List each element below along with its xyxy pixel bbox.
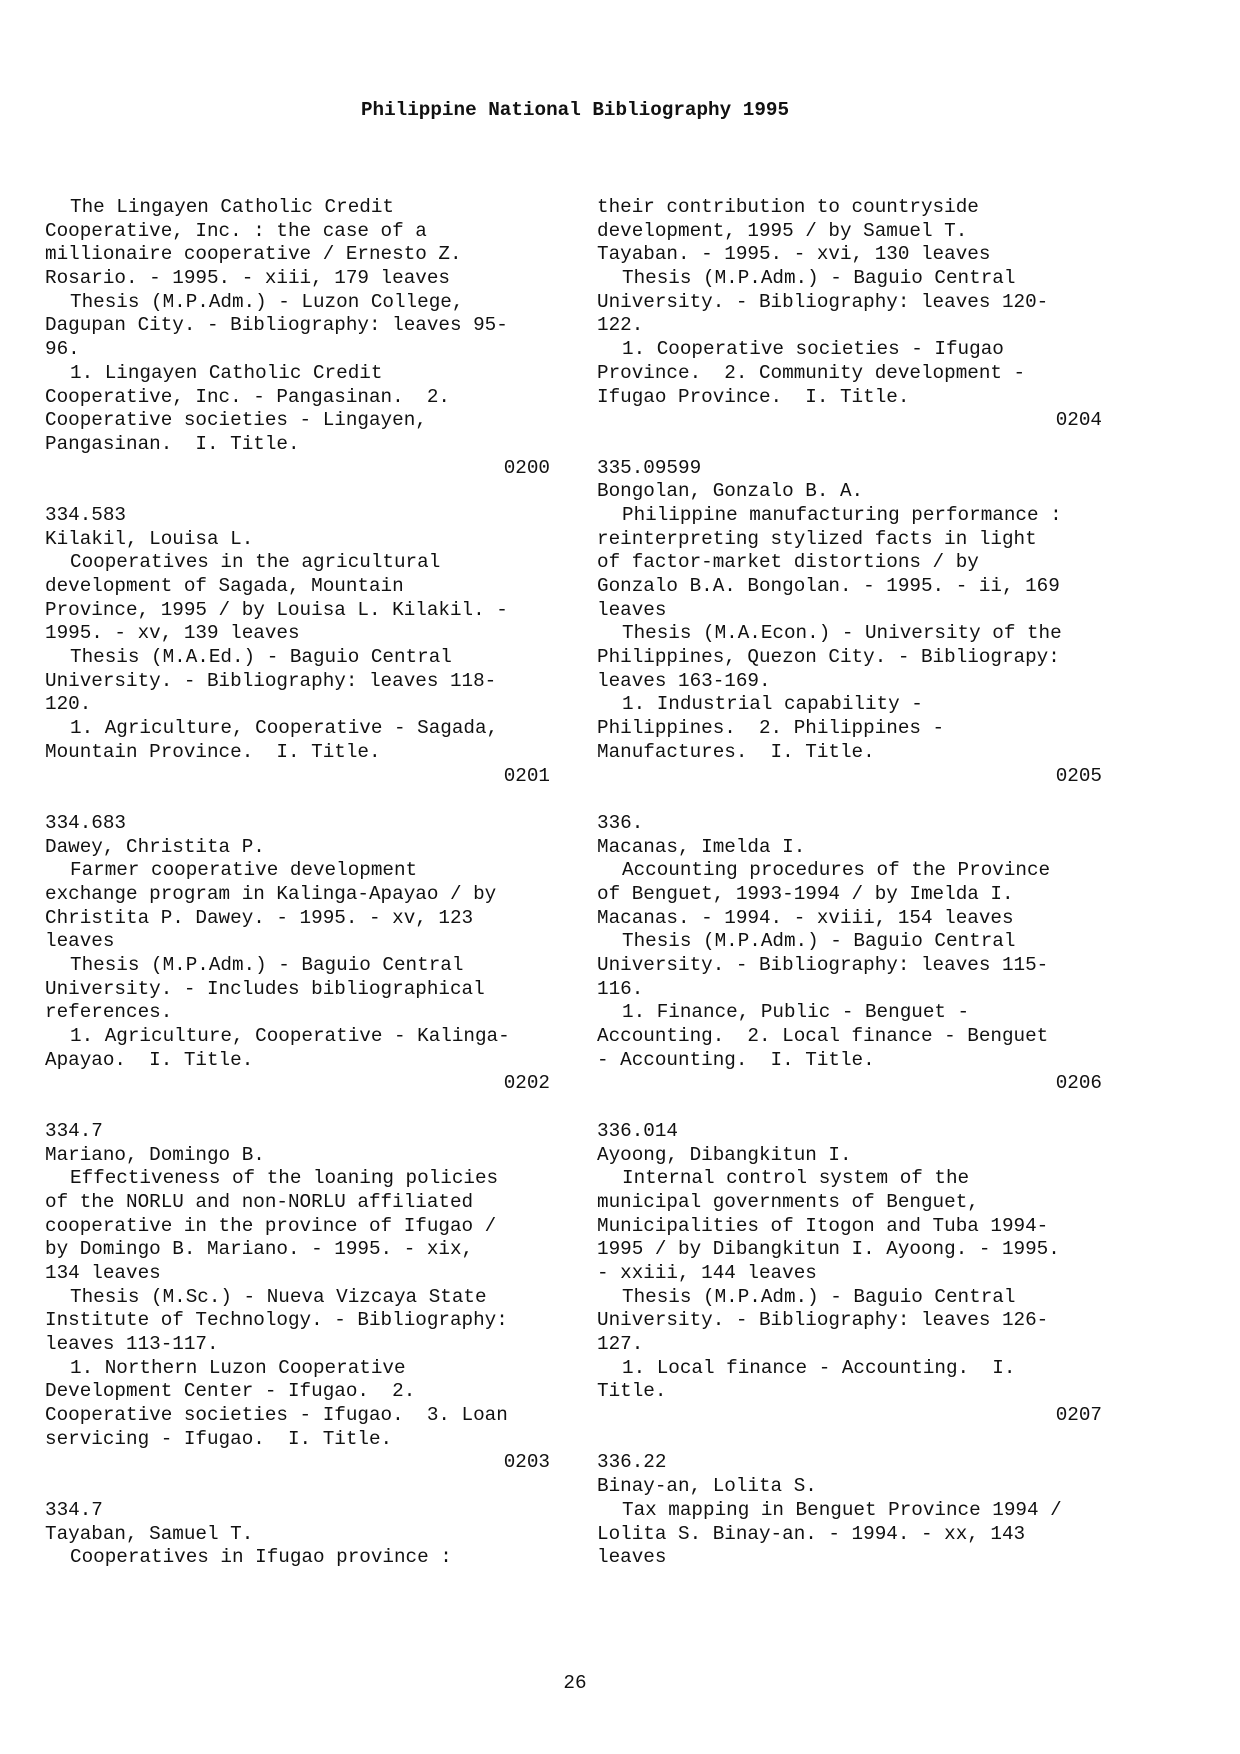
entry-line: Thesis (M.P.Adm.) - Baguio Central bbox=[70, 954, 464, 976]
bibliography-entry bbox=[597, 1451, 1102, 1569]
entry-line: Christita P. Dawey. - 1995. - xv, 123 bbox=[45, 906, 474, 929]
entry-line: 122. bbox=[597, 314, 644, 337]
entry-line: Cooperatives in the agricultural bbox=[70, 551, 441, 574]
entry-line: 336.22 bbox=[597, 1451, 667, 1474]
entry-line: Macanas, Imelda I. bbox=[597, 835, 806, 858]
entry-line: Pangasinan. I. Title. bbox=[45, 432, 300, 455]
entry-line: Institute of Technology. - Bibliography: bbox=[45, 1309, 508, 1332]
entry-line: Internal control system of the bbox=[622, 1167, 970, 1190]
entry-line: millionaire cooperative / Ernesto Z. bbox=[45, 243, 462, 266]
entry-line: reinterpreting stylized facts in light bbox=[597, 527, 1037, 550]
entry-line: Effectiveness of the loaning policies bbox=[70, 1167, 499, 1190]
entry-line: 1. Lingayen Catholic Credit bbox=[70, 361, 383, 384]
entry-line: University. - Includes bibliographical bbox=[45, 977, 485, 1000]
bibliography-entry bbox=[45, 812, 550, 1096]
entry-line: 334.7 bbox=[45, 1119, 103, 1142]
entry-line: Development Center - Ifugao. 2. bbox=[45, 1380, 416, 1403]
entry-line: 336.014 bbox=[597, 1119, 678, 1142]
entry-spacer bbox=[45, 1096, 550, 1120]
bibliography-entry bbox=[45, 1499, 550, 1570]
entry-line: Cooperatives in Ifugao province : bbox=[70, 1546, 452, 1569]
entry-line: leaves 163-169. bbox=[597, 669, 771, 692]
entry-line: leaves bbox=[597, 1546, 667, 1569]
entry-line: 334.683 bbox=[45, 811, 126, 834]
entry-line: Binay-an, Lolita S. bbox=[597, 1475, 817, 1498]
entry-line: Apayao. I. Title. bbox=[45, 1048, 254, 1071]
entry-line: Thesis (M.A.Ed.) - Baguio Central bbox=[70, 646, 452, 669]
entry-line: 1. Agriculture, Cooperative - Kalinga- bbox=[70, 1025, 510, 1048]
entry-line: Thesis (M.P.Adm.) - Baguio Central bbox=[622, 930, 1016, 953]
entry-spacer bbox=[45, 480, 550, 504]
entry-line: 1. Local finance - Accounting. I. bbox=[622, 1356, 1016, 1379]
bibliography-column-right bbox=[597, 196, 1102, 1570]
entry-line: exchange program in Kalinga-Apayao / by bbox=[45, 882, 497, 905]
entry-line: Accounting. 2. Local finance - Benguet bbox=[597, 1025, 1049, 1048]
entry-line: Cooperative societies - Lingayen, bbox=[45, 409, 427, 432]
entry-line: 134 leaves bbox=[45, 1261, 161, 1284]
entry-line: Title. bbox=[597, 1380, 667, 1403]
entry-line: Philippine manufacturing performance : bbox=[622, 503, 1062, 526]
entry-line: 127. bbox=[597, 1333, 644, 1355]
entry-line: of Benguet, 1993-1994 / by Imelda I. bbox=[597, 882, 1014, 905]
entry-line: 336. bbox=[597, 811, 644, 834]
bibliography-entry bbox=[45, 504, 550, 788]
entry-line: Ayoong, Dibangkitun I. bbox=[597, 1143, 852, 1166]
entry-line: Tax mapping in Benguet Province 1994 / bbox=[622, 1498, 1062, 1521]
entry-number: 0204 bbox=[1055, 409, 1102, 432]
entry-spacer bbox=[45, 788, 550, 812]
entry-line: Cooperative societies - Ifugao. 3. Loan bbox=[45, 1404, 508, 1427]
entry-line: University. - Bibliography: leaves 115- bbox=[597, 954, 1049, 976]
entry-number: 0201 bbox=[503, 764, 550, 787]
entry-line: - Accounting. I. Title. bbox=[597, 1048, 875, 1071]
page-title: Philippine National Bibliography 1995 bbox=[360, 99, 790, 121]
entry-line: Mountain Province. I. Title. bbox=[45, 740, 381, 763]
entry-line: Cooperative, Inc. - Pangasinan. 2. bbox=[45, 385, 450, 408]
entry-line: Farmer cooperative development bbox=[70, 859, 418, 882]
entry-line: Municipalities of Itogon and Tuba 1994- bbox=[597, 1214, 1049, 1237]
entry-spacer bbox=[597, 433, 1102, 457]
entry-line: Dawey, Christita P. bbox=[45, 835, 265, 858]
entry-line: Gonzalo B.A. Bongolan. - 1995. - ii, 169 bbox=[597, 575, 1060, 597]
entry-line: 335.09599 bbox=[597, 456, 702, 479]
entry-line: Cooperative, Inc. : the case of a bbox=[45, 219, 427, 242]
entry-line: municipal governments of Benguet, bbox=[597, 1190, 979, 1213]
entry-line: development, 1995 / by Samuel T. bbox=[597, 219, 968, 242]
entry-number: 0205 bbox=[1055, 764, 1102, 787]
entry-line: 1. Agriculture, Cooperative - Sagada, bbox=[70, 717, 499, 740]
entry-line: Tayaban, Samuel T. bbox=[45, 1522, 254, 1545]
entry-line: Macanas. - 1994. - xviii, 154 leaves bbox=[597, 906, 1014, 929]
entry-number: 0202 bbox=[503, 1072, 550, 1095]
entry-line: 120. bbox=[45, 693, 92, 716]
entry-spacer bbox=[597, 1096, 1102, 1120]
entry-line: development of Sagada, Mountain bbox=[45, 575, 404, 597]
entry-line: University. - Bibliography: leaves 120- bbox=[597, 290, 1049, 313]
entry-line: Province, 1995 / by Louisa L. Kilakil. - bbox=[45, 598, 508, 621]
entry-line: Manufactures. I. Title. bbox=[597, 740, 875, 763]
entry-line: servicing - Ifugao. I. Title. bbox=[45, 1427, 393, 1450]
entry-line: leaves 113-117. bbox=[45, 1333, 219, 1355]
entry-number: 0206 bbox=[1055, 1072, 1102, 1095]
entry-line: references. bbox=[45, 1001, 173, 1024]
entry-line: Thesis (M.P.Adm.) - Baguio Central bbox=[622, 1285, 1016, 1308]
entry-line: of factor-market distortions / by bbox=[597, 551, 979, 574]
entry-line: Dagupan City. - Bibliography: leaves 95- bbox=[45, 314, 508, 337]
entry-line: 1. Cooperative societies - Ifugao bbox=[622, 338, 1004, 361]
entry-line: The Lingayen Catholic Credit bbox=[70, 196, 394, 218]
page-number: 26 bbox=[563, 1672, 587, 1694]
entry-line: University. - Bibliography: leaves 118- bbox=[45, 669, 497, 692]
entry-number: 0200 bbox=[503, 456, 550, 479]
entry-line: 334.7 bbox=[45, 1498, 103, 1521]
entry-line: Ifugao Province. I. Title. bbox=[597, 385, 910, 408]
entry-line: Thesis (M.A.Econ.) - University of the bbox=[622, 622, 1062, 645]
bibliography-entry bbox=[45, 1120, 550, 1475]
entry-line: Rosario. - 1995. - xiii, 179 leaves bbox=[45, 267, 450, 290]
entry-line: University. - Bibliography: leaves 126- bbox=[597, 1309, 1049, 1332]
entry-line: of the NORLU and non-NORLU affiliated bbox=[45, 1190, 474, 1213]
entry-spacer bbox=[597, 788, 1102, 812]
entry-line: 116. bbox=[597, 977, 644, 1000]
entry-line: Accounting procedures of the Province bbox=[622, 859, 1051, 882]
entry-line: 334.583 bbox=[45, 503, 126, 526]
entry-line: 1. Industrial capability - bbox=[622, 693, 923, 716]
entry-number: 0203 bbox=[503, 1451, 550, 1474]
entry-line: their contribution to countryside bbox=[597, 196, 979, 218]
bibliography-entry bbox=[597, 1120, 1102, 1428]
entry-line: Philippines, Quezon City. - Bibliograpy: bbox=[597, 646, 1060, 669]
entry-line: 1. Finance, Public - Benguet - bbox=[622, 1001, 970, 1024]
entry-line: Province. 2. Community development - bbox=[597, 361, 1026, 384]
entry-line: Thesis (M.P.Adm.) - Baguio Central bbox=[622, 267, 1016, 290]
bibliography-entry bbox=[597, 457, 1102, 789]
entry-line: Thesis (M.P.Adm.) - Luzon College, bbox=[70, 290, 464, 313]
bibliography-entry bbox=[597, 812, 1102, 1096]
entry-number: 0207 bbox=[1055, 1404, 1102, 1427]
entry-line: leaves bbox=[45, 930, 115, 953]
entry-line: Mariano, Domingo B. bbox=[45, 1143, 265, 1166]
entry-line: Thesis (M.Sc.) - Nueva Vizcaya State bbox=[70, 1285, 487, 1308]
entry-line: - xxiii, 144 leaves bbox=[597, 1261, 817, 1284]
entry-line: 1995. - xv, 139 leaves bbox=[45, 622, 300, 645]
entry-line: 96. bbox=[45, 338, 80, 361]
entry-line: Lolita S. Binay-an. - 1994. - xx, 143 bbox=[597, 1522, 1026, 1545]
entry-line: Kilakil, Louisa L. bbox=[45, 527, 254, 550]
entry-line: by Domingo B. Mariano. - 1995. - xix, bbox=[45, 1238, 474, 1261]
entry-line: leaves bbox=[597, 598, 667, 621]
entry-spacer bbox=[45, 1475, 550, 1499]
bibliography-entry bbox=[45, 196, 550, 480]
bibliography-entry bbox=[597, 196, 1102, 433]
entry-line: cooperative in the province of Ifugao / bbox=[45, 1214, 497, 1237]
entry-line: Tayaban. - 1995. - xvi, 130 leaves bbox=[597, 243, 991, 266]
entry-line: 1. Northern Luzon Cooperative bbox=[70, 1356, 406, 1379]
bibliography-column-left bbox=[45, 196, 550, 1570]
entry-spacer bbox=[597, 1428, 1102, 1452]
entry-line: 1995 / by Dibangkitun I. Ayoong. - 1995. bbox=[597, 1238, 1060, 1261]
entry-line: Bongolan, Gonzalo B. A. bbox=[597, 480, 864, 503]
entry-line: Philippines. 2. Philippines - bbox=[597, 717, 945, 740]
